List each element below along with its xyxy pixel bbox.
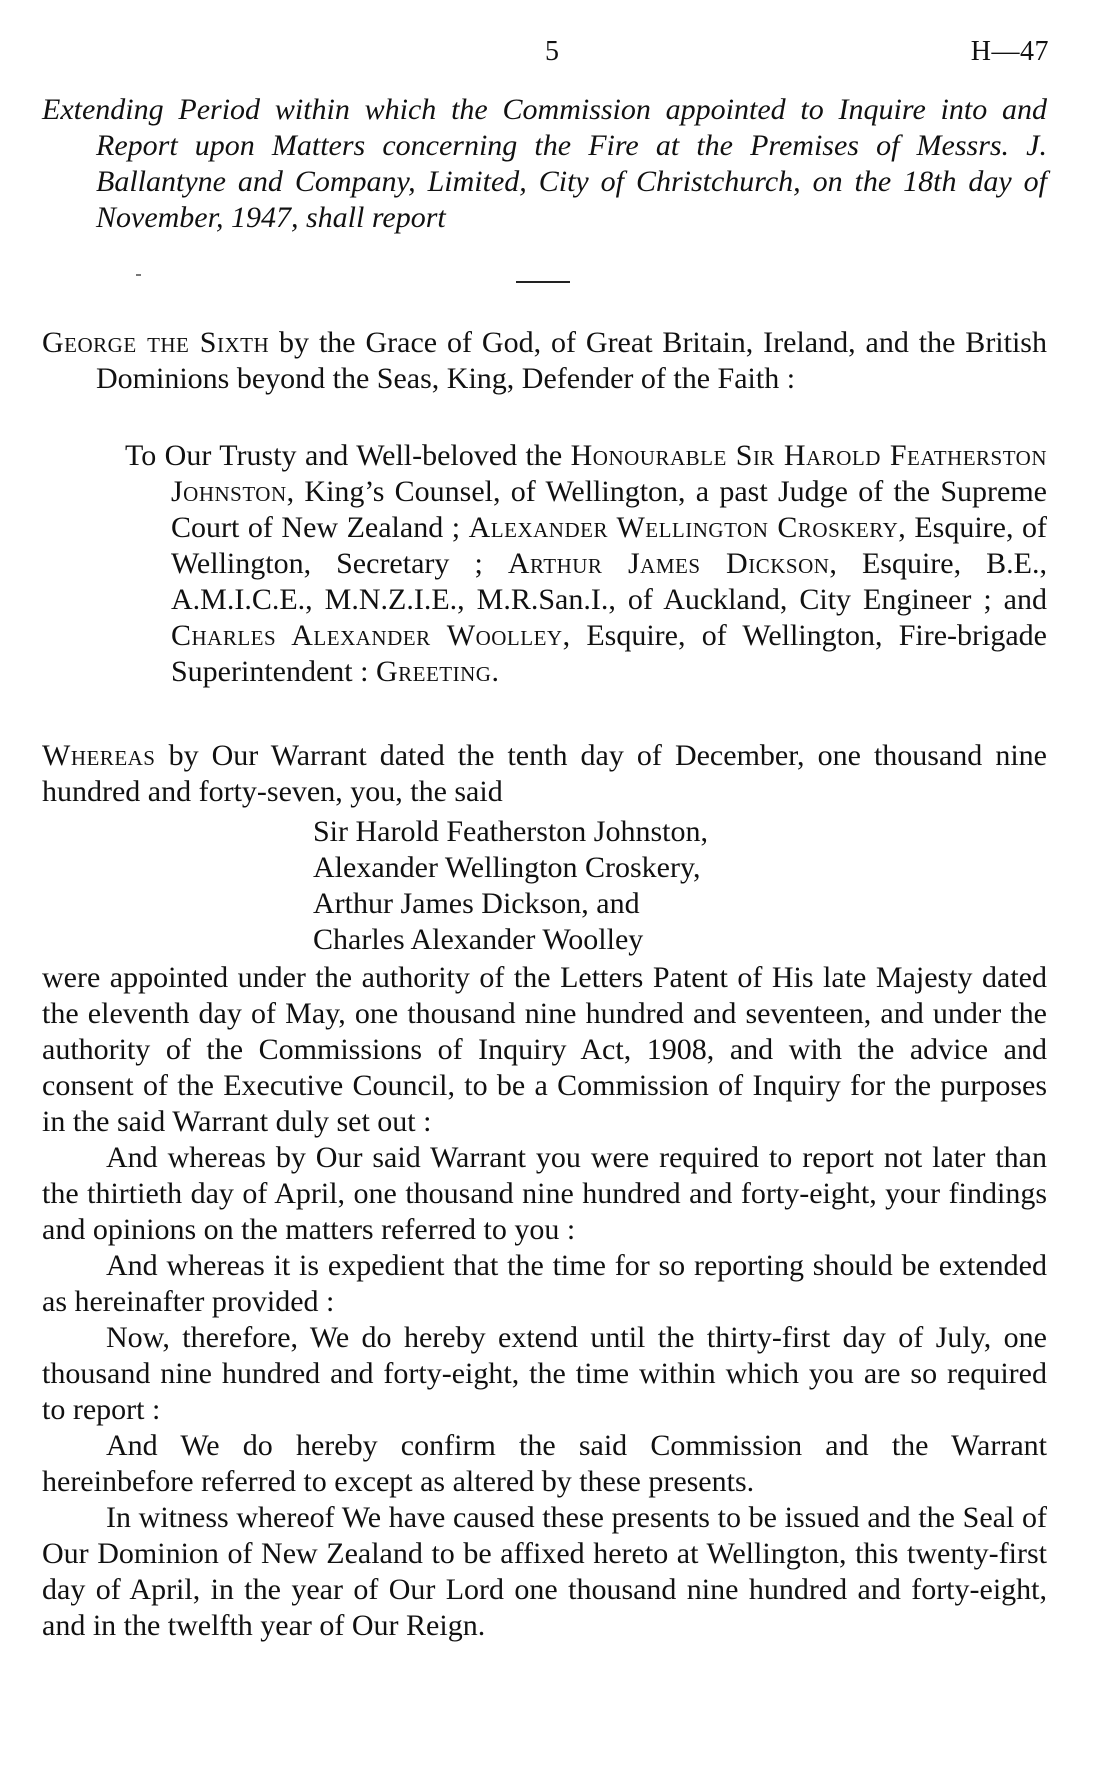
witness-paragraph: In witness whereof We have caused these presents to be issued and the Seal of Our Dominion of New Zealand to be affixed hereto at Wellington, this twenty-first day of April, in the year of Our Lord one thousand nine hundred and forty-eight, and in the twelfth year of Our Reign. <box>42 1501 1047 1642</box>
list-item: Charles Alexander Woolley <box>313 923 644 956</box>
sovereign-name: George the Sixth <box>42 326 270 359</box>
confirmation-paragraph: And We do hereby confirm the said Commission and the Warrant hereinbefore referred to except as altered by these presents. <box>42 1429 1047 1498</box>
stray-mark <box>136 274 141 276</box>
whereas-text: by Our Warrant dated the tenth day of December, one thousand nine hundred and forty-seven, you, the said <box>42 739 1047 808</box>
document-reference: H—47 <box>970 36 1049 67</box>
body-text <box>42 960 1047 1644</box>
extension-paragraph: Now, therefore, We do hereby extend until the thirty-first day of July, one thousand nine hundred and forty-eight, the time within which you are so required to report : <box>42 1321 1047 1426</box>
address-lead: To Our Trusty and Well-beloved the <box>125 439 571 472</box>
commissioner-name-2: Alexander Wellington Croskery <box>468 511 899 544</box>
list-item: Alexander Wellington Croskery, <box>313 851 701 884</box>
commissioners-list <box>313 814 963 958</box>
whereas-lead: Whereas <box>42 739 156 772</box>
expedient-paragraph: And whereas it is expedient that the time for so reporting should be extended as hereinafter provided : <box>42 1249 1047 1318</box>
required-paragraph: And whereas by Our said Warrant you were required to report not later than the thirtieth day of April, one thousand nine hundred and forty-eight, your findings and opinions on the matters referred to you : <box>42 1141 1047 1246</box>
address-text-4: , Esquire, of Wellington, Fire-brigade Superintendent : <box>171 619 1047 688</box>
whereas-paragraph <box>42 738 1047 810</box>
commissioner-name-1: Honourable Sir Harold Featherston Johnston <box>171 439 1047 508</box>
proclamation-paragraph <box>42 325 1047 397</box>
address-paragraph <box>125 438 1047 690</box>
appointed-paragraph: were appointed under the authority of the Letters Patent of His late Majesty dated the eleventh day of May, one thousand nine hundred and seventeen, and under the authority of the Commissions of Inquiry Act, 1908, and with the advice and consent of the Executive Council, to be a Commission of Inquiry for the purposes in the said Warrant duly set out : <box>42 961 1047 1138</box>
document-title: Extending Period within which the Commission appointed to Inquire into and Report upon Matters concerning the Fire at the Premises of Messrs. J. Ballantyne and Company, Limited, City of Christchurch, on the 18th day of November, 1947, shall report <box>42 93 1047 234</box>
page-number: 5 <box>545 36 559 67</box>
address-text-1: , King’s Counsel, of Wellington, a past Judge of the Supreme Court of New Zealand ; <box>171 475 1047 544</box>
address-text-3: , Esquire, B.E., A.M.I.C.E., M.N.Z.I.E., M.R.San.I., of Auckland, City Engineer ; and <box>171 547 1047 616</box>
proclamation-text: by the Grace of God, of Great Britain, Ireland, and the British Dominions beyond the Seas, King, Defender of the Faith : <box>96 326 1047 395</box>
list-item: Sir Harold Featherston Johnston, <box>313 815 708 848</box>
commissioner-name-4: Charles Alexander Woolley <box>171 619 563 652</box>
list-item: Arthur James Dickson, and <box>313 887 640 920</box>
commissioner-name-3: Arthur James Dickson <box>507 547 830 580</box>
address-text-2: , Esquire, of Wellington, Secretary ; <box>171 511 1047 580</box>
greeting-word: Greeting. <box>375 655 500 688</box>
title-separator-rule <box>516 281 570 283</box>
